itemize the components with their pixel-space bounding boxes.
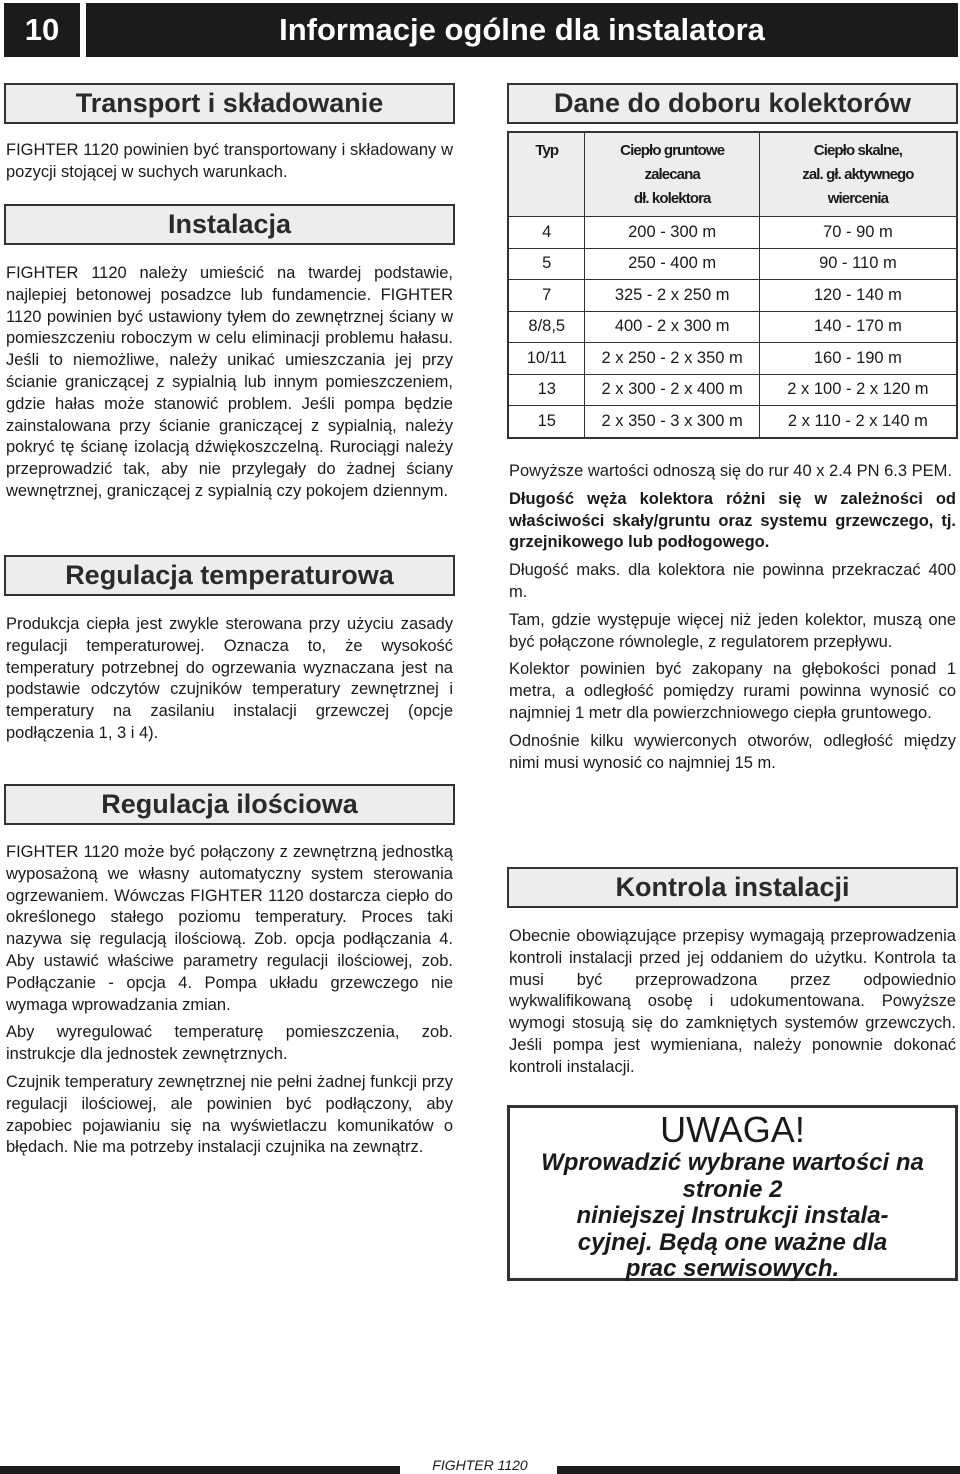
warning-line: cyjnej. Będą one ważne dla (577, 1228, 888, 1256)
header-line: zalecana (644, 166, 700, 183)
table-cell: 2 x 110 - 2 x 140 m (759, 406, 956, 437)
footer-bar-right (557, 1466, 960, 1474)
paragraph: Czujnik temperatury zewnętrznej nie pełni żadnej funkcji przy regulacji ilościowej, ale powinien być podłączony, aby zapobiec pojawianiu się na wyświetlaczu komunikatów o błędach. Nie ma potrzeby instalacji czujnika na zewnątrz. (6, 1072, 453, 1157)
paragraph: Kolektor powinien być zakopany na głębokości ponad 1 metra, a odległość pomiędzy rurami powinna wynosić co najmniej 1 metr dla powierzchniowego ciepła gruntowego. (509, 660, 956, 722)
table-cell: 2 x 350 - 3 x 300 m (585, 406, 759, 437)
table-cell: 70 - 90 m (759, 217, 956, 249)
page-title: Informacje ogólne dla instalatora (86, 3, 958, 57)
paragraph: Produkcja ciepła jest zwykle sterowana przy użyciu zasady regulacji temperaturowej. Oznacza to, że wysokość temperatury potrzebnej do ogrzewania wyznaczana jest na podstawie odczytów czujników temperatury zewnętrznej i temperatury na zasilaniu instalacji grzewczej (opcje podłączenia 1, 3 i 4). (6, 615, 453, 742)
table-cell: 7 (509, 280, 585, 312)
table-cell: 4 (509, 217, 585, 249)
table-cell: 250 - 400 m (585, 248, 759, 280)
text-kontrola-instalacji (509, 926, 956, 1085)
warning-line: Wprowadzić wybrane wartości na (541, 1149, 924, 1176)
table-cell: 5 (509, 248, 585, 280)
header-typ (509, 133, 585, 217)
table-row (509, 217, 956, 249)
table-row (509, 311, 956, 343)
text-instalacja (6, 263, 453, 509)
heading-dane-kolektorow: Dane do doboru kolektorów (507, 83, 958, 124)
table-cell: 15 (509, 406, 585, 437)
heading-kontrola-instalacji: Kontrola instalacji (507, 867, 958, 908)
footer-bar-left (0, 1466, 400, 1474)
heading-transport: Transport i składowanie (4, 83, 455, 124)
header-cieplo-gruntowe (585, 133, 759, 217)
paragraph: FIGHTER 1120 może być połączony z zewnętrzną jednostką wyposażoną we własny automatyczny system sterowania ogrzewaniem. Wówczas FIGHTER 1120 dostarcza ciepło do określonego stałego poziomu temperatury. Proces taki nazywa się regulacją ilościową. Zob. opcja podłączania 4. Aby ustawić właściwe parametry regulacji ilościowej, zob. Podłączanie - opcja 4. Pompa układu grzewczego nie wymaga wprowadzania zmian. (6, 843, 453, 1014)
table-header-row (509, 133, 956, 217)
table-cell: 90 - 110 m (759, 248, 956, 280)
header-line: Typ (535, 142, 559, 159)
warning-line: stronie 2 (682, 1175, 783, 1203)
warning-line: niniejszej Instrukcji instala- (576, 1202, 889, 1229)
paragraph: FIGHTER 1120 powinien być transportowany i składowany w pozycji stojącej w suchych warunkach. (6, 141, 453, 181)
paragraph: Powyższe wartości odnoszą się do rur 40 x 2.4 PN 6.3 PEM. (509, 462, 952, 480)
page-header (4, 3, 958, 57)
table-row (509, 406, 956, 437)
table-cell: 8/8,5 (509, 311, 585, 343)
paragraph: FIGHTER 1120 należy umieścić na twardej podstawie, najlepiej betonowej posadzce lub fundamencie. FIGHTER 1120 powinien być ustawiony tyłem do zewnętrznej ściany w pomieszczeniu roboczym w celu eliminacji problemu hałasu. Jeśli to niemożliwe, należy unikać umieszczania jej przy ścianie graniczącej z sypialnią lub innym pomieszczeniem, gdzie hałas może stanowić problem. Jeśli pompa będzie zainstalowana przy ścianie graniczącej z sypialnią, należy pokryć tę ścianę izolacją dźwiękoszczelną. Rurociągi należy przeprowadzić tak, aby nie przylegały do żadnej ściany wewnętrznej, graniczącej z sypialnią czy pokojem dziennym. (6, 264, 453, 500)
table-cell: 200 - 300 m (585, 217, 759, 249)
page-number: 10 (4, 3, 80, 57)
table-cell: 400 - 2 x 300 m (585, 311, 759, 343)
heading-instalacja: Instalacja (4, 204, 455, 245)
warning-box (507, 1105, 958, 1281)
paragraph: Długość maks. dla kolektora nie powinna przekraczać 400 m. (509, 561, 956, 601)
paragraph: Aby wyregulować temperaturę pomieszczenia, zob. instrukcje dla jednostek zewnętrznych. (6, 1023, 453, 1064)
header-line: zal. gł. aktywnego (802, 166, 914, 183)
table-row (509, 343, 956, 375)
header-line: Ciepło gruntowe (620, 142, 725, 159)
table-cell: 10/11 (509, 343, 585, 375)
paragraph: Obecnie obowiązujące przepisy wymagają przeprowadzenia kontroli instalacji przed jej oddaniem do użytku. Kontrola ta musi być przeprowadzona przez odpowiednio wykwalifikowaną osobę i udokumentowana. Powyższe wymogi stosują się do zamkniętych systemów grzewczych. Jeśli pompa jest wymieniana, należy ponownie dokonać kontroli instalacji. (509, 927, 956, 1076)
header-cieplo-skalne (759, 133, 956, 217)
table-cell: 120 - 140 m (759, 280, 956, 312)
table-row (509, 248, 956, 280)
table-row (509, 374, 956, 406)
collector-table (507, 131, 958, 439)
text-transport (6, 140, 453, 190)
warning-title: UWAGA! (660, 1109, 805, 1150)
text-dane-kolektorow (509, 461, 956, 780)
table-cell: 2 x 250 - 2 x 350 m (585, 343, 759, 375)
header-line: dł. kolektora (633, 190, 711, 207)
paragraph-bold: Długość węża kolektora różni się w zależności od właściwości skały/gruntu oraz systemu grzewczego, tj. grzejnikowego lub podłogowego. (509, 489, 956, 552)
table-cell: 2 x 300 - 2 x 400 m (585, 374, 759, 406)
table-cell: 325 - 2 x 250 m (585, 280, 759, 312)
heading-regulacja-ilosciowa: Regulacja ilościowa (4, 784, 455, 825)
heading-regulacja-temperaturowa: Regulacja temperaturowa (4, 555, 455, 596)
warning-line: prac serwisowych. (625, 1255, 840, 1282)
paragraph: Odnośnie kilku wywierconych otworów, odległość między nimi musi wynosić co najmniej 15 m. (509, 731, 956, 772)
table-cell: 160 - 190 m (759, 343, 956, 375)
paragraph: Tam, gdzie występuje więcej niż jeden kolektor, muszą one być połączone równolegle, z regulatorem przepływu. (509, 610, 956, 651)
table-cell: 140 - 170 m (759, 311, 956, 343)
footer-text: FIGHTER 1120 (432, 1457, 528, 1473)
header-line: wiercenia (827, 190, 889, 207)
text-regulacja-ilosciowa (6, 842, 453, 1165)
table-cell: 13 (509, 374, 585, 406)
table-row (509, 280, 956, 312)
header-line: Ciepło skalne, (813, 142, 903, 159)
table-cell: 2 x 100 - 2 x 120 m (759, 374, 956, 406)
text-regulacja-temperaturowa (6, 614, 453, 751)
